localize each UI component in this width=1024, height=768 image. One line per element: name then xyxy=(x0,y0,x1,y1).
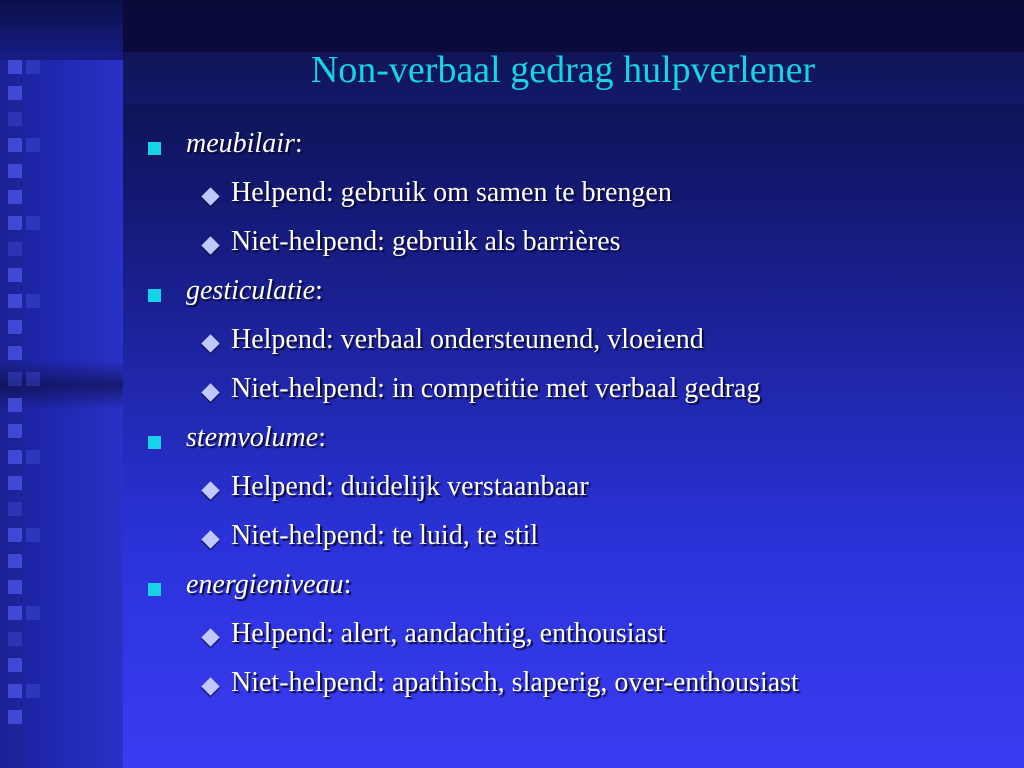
bullet-text: Niet-helpend: te luid, te stil xyxy=(231,520,539,551)
bullet-text: Niet-helpend: gebruik als barrières xyxy=(231,226,621,257)
bullet-term-suffix: : xyxy=(294,128,303,159)
bullet-level1 xyxy=(148,569,1008,618)
diamond-bullet-icon xyxy=(201,187,219,205)
decorative-square xyxy=(26,60,40,74)
diamond-bullet-icon xyxy=(201,677,219,695)
decorative-square xyxy=(26,450,40,464)
bullet-term: energieniveau xyxy=(186,569,344,600)
slide-title: Non-verbaal gedrag hulpverlener xyxy=(310,49,816,91)
bullet-term-suffix: : xyxy=(343,569,352,600)
bullet-term-suffix: : xyxy=(318,422,326,453)
bullet-level2 xyxy=(148,373,1008,422)
bullet-level1 xyxy=(148,275,1008,324)
square-bullet-icon xyxy=(148,142,161,155)
bullet-list xyxy=(148,128,1008,716)
bullet-level1 xyxy=(148,128,1008,177)
diamond-bullet-icon xyxy=(201,530,219,548)
decorative-square xyxy=(8,242,22,256)
left-strip-top-shade xyxy=(0,0,123,60)
bullet-term: meubilair xyxy=(186,128,295,159)
diamond-bullet-icon xyxy=(201,236,219,254)
bullet-text: Niet-helpend: apathisch, slaperig, over-enthousiast xyxy=(231,667,799,698)
bullet-text: Helpend: gebruik om samen te brengen xyxy=(231,177,672,208)
decorative-square xyxy=(8,476,22,490)
decorative-square xyxy=(8,580,22,594)
decorative-square-column xyxy=(8,60,32,740)
top-dark-band xyxy=(123,0,1024,52)
decorative-square xyxy=(8,554,22,568)
decorative-square xyxy=(8,112,22,126)
square-bullet-icon xyxy=(148,583,161,596)
decorative-square xyxy=(26,216,40,230)
decorative-square xyxy=(8,684,22,698)
decorative-square xyxy=(8,164,22,178)
bullet-level2 xyxy=(148,177,1008,226)
diamond-bullet-icon xyxy=(201,334,219,352)
decorative-square xyxy=(8,502,22,516)
decorative-square xyxy=(8,294,22,308)
bullet-level2 xyxy=(148,618,1008,667)
bullet-level2 xyxy=(148,471,1008,520)
bullet-text: Helpend: duidelijk verstaanbaar xyxy=(231,471,589,502)
decorative-square xyxy=(8,268,22,282)
square-bullet-icon xyxy=(148,289,161,302)
diamond-bullet-icon xyxy=(201,481,219,499)
decorative-square xyxy=(8,450,22,464)
decorative-square xyxy=(26,528,40,542)
bullet-term-suffix: : xyxy=(315,275,323,306)
diamond-bullet-icon xyxy=(201,383,219,401)
decorative-square xyxy=(26,606,40,620)
bullet-level2 xyxy=(148,520,1008,569)
decorative-square xyxy=(8,86,22,100)
bullet-level2 xyxy=(148,226,1008,275)
decorative-square xyxy=(8,424,22,438)
decorative-square xyxy=(8,710,22,724)
decorative-square xyxy=(26,294,40,308)
square-bullet-icon xyxy=(148,436,161,449)
decorative-square xyxy=(26,684,40,698)
decorative-square xyxy=(8,320,22,334)
bullet-term: stemvolume xyxy=(186,422,319,453)
decorative-square xyxy=(8,632,22,646)
decorative-square xyxy=(8,216,22,230)
decorative-square xyxy=(8,138,22,152)
decorative-square xyxy=(8,372,22,386)
decorative-square xyxy=(8,528,22,542)
bullet-text: Helpend: verbaal ondersteunend, vloeiend xyxy=(231,324,704,355)
decorative-square xyxy=(8,606,22,620)
decorative-square xyxy=(8,658,22,672)
bullet-level2 xyxy=(148,667,1008,716)
decorative-square xyxy=(8,190,22,204)
decorative-square xyxy=(26,138,40,152)
decorative-square xyxy=(26,372,40,386)
bullet-level2 xyxy=(148,324,1008,373)
diamond-bullet-icon xyxy=(201,628,219,646)
bullet-text: Helpend: alert, aandachtig, enthousiast xyxy=(231,618,666,649)
decorative-square xyxy=(8,60,22,74)
bullet-level1 xyxy=(148,422,1008,471)
bullet-text: Niet-helpend: in competitie met verbaal gedrag xyxy=(231,373,761,404)
left-decorative-strip xyxy=(0,0,123,768)
decorative-square xyxy=(8,398,22,412)
bullet-term: gesticulatie xyxy=(186,275,316,306)
decorative-square xyxy=(8,346,22,360)
